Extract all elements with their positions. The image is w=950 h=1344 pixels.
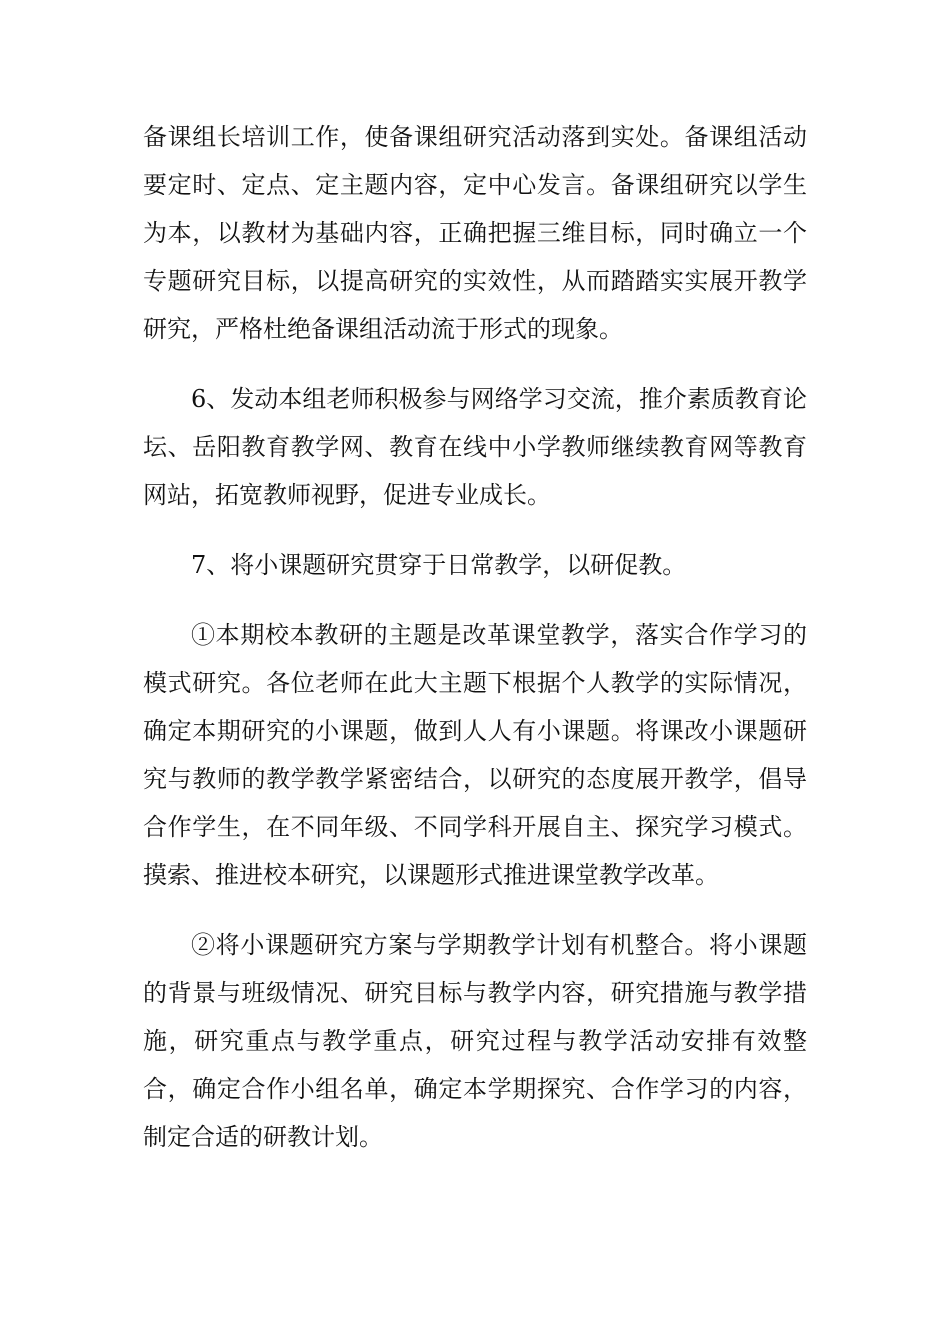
paragraph-item-6-online-learning: 6、发动本组老师积极参与网络学习交流，推介素质教育论坛、岳阳教育教学网、教育在线中小学教师继续教育网等教育网站，拓宽教师视野，促进专业成长。 xyxy=(143,385,807,509)
paragraph-study-group-training: 备课组长培训工作，使备课组研究活动落到实处。备课组活动要定时、定点、定主题内容，定中心发言。备课组研究以学生为本，以教材为基础内容，正确把握三维目标，同时确立一个专题研究目标，以提高研究的实效性，从而踏踏实实展开教学研究，严格杜绝备课组活动流于形式的现象。 xyxy=(143,123,807,343)
paragraph-item-7-small-topic-research: 7、将小课题研究贯穿于日常教学，以研促教。 xyxy=(191,551,687,579)
paragraph-sub-item-2-plan-integration: ②将小课题研究方案与学期教学计划有机整合。将小课题的背景与班级情况、研究目标与教学内容，研究措施与教学措施，研究重点与教学重点，研究过程与教学活动安排有效整合，确定合作小组名单，确定本学期探究、合作学习的内容，制定合适的研教计划。 xyxy=(143,931,807,1151)
document-body xyxy=(143,113,807,1183)
paragraph-sub-item-1-research-theme: ①本期校本教研的主题是改革课堂教学，落实合作学习的模式研究。各位老师在此大主题下根据个人教学的实际情况， 确定本期研究的小课题，做到人人有小课题。将课改小课题研究与教师的教学教学紧密结合，以研究的态度展开教学，倡导合作学生，在不同年级、不同学科开展自主、探究学习模式。摸索、推进校本研究，以课题形式推进课堂教学改革。 xyxy=(143,621,807,889)
